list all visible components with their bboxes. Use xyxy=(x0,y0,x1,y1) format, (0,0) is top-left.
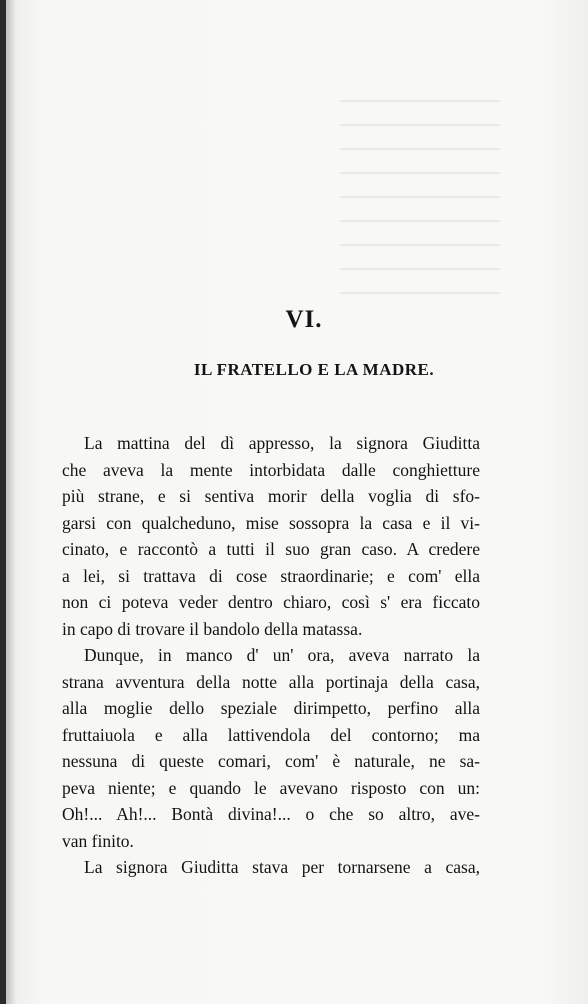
paragraph-3 xyxy=(62,854,480,881)
text-line: garsi con qualcheduno, mise sossopra la casa e il vi- xyxy=(62,512,480,533)
text-line: alla moglie dello speziale dirimpetto, perfino alla xyxy=(62,698,480,718)
text-line: più strane, e si sentiva morir della voglia di sfo- xyxy=(62,486,480,506)
text-line: non ci poteva veder dentro chiaro, così s' era ficcato xyxy=(62,592,480,612)
text-line: Dunque, in manco d' un' ora, aveva narrato la xyxy=(84,645,480,665)
text-line: nessuna di queste comari, com' è naturale, ne sa- xyxy=(62,751,480,771)
text-line: fruttaiuola e alla lattivendola del contorno; ma xyxy=(62,724,480,745)
text-line: cinato, e raccontò a tutti il suo gran caso. A credere xyxy=(62,539,480,559)
text-line: in capo di trovare il bandolo della matassa. xyxy=(62,618,363,639)
paragraph-1 xyxy=(62,430,480,642)
chapter-title: IL FRATELLO E LA MADRE. xyxy=(193,360,435,379)
text-line: La mattina del dì appresso, la signora Giuditta xyxy=(84,433,480,453)
chapter-number: VI. xyxy=(285,306,323,333)
text-line: Oh!... Ah!... Bontà divina!... o che so altro, ave- xyxy=(62,804,480,824)
text-line: a lei, si trattava di cose straordinarie; e com' ella xyxy=(62,565,480,586)
spine-shadow xyxy=(6,0,16,1004)
paragraph-2 xyxy=(62,642,480,854)
text-line: peva niente; e quando le avevano risposto con un: xyxy=(62,777,480,798)
text-line: La signora Giuditta stava per tornarsene a casa, xyxy=(84,857,480,877)
text-line: van finito. xyxy=(62,830,134,851)
text-line: che aveva la mente intorbidata dalle conghietture xyxy=(62,459,480,480)
chapter-body xyxy=(62,430,480,881)
text-line: strana avventura della notte alla portinaja della casa, xyxy=(62,671,480,692)
bleed-through-texture xyxy=(340,100,500,300)
